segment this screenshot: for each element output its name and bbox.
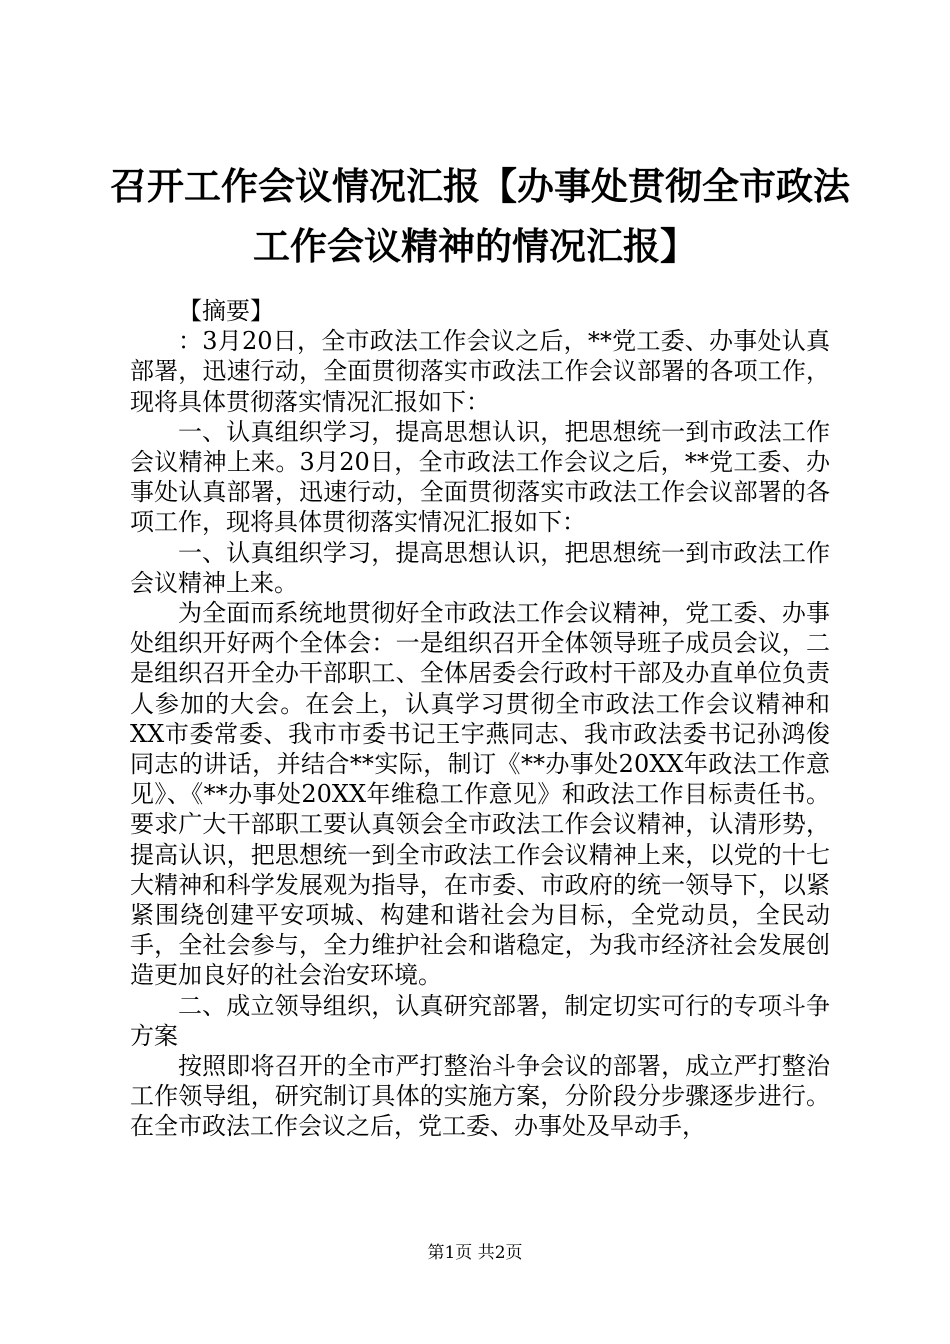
paragraph: 按照即将召开的全市严打整治斗争会议的部署，成立严打整治工作领导组，研究制订具体的实施方案，分阶段分步骤逐步进行。在全市政法工作会议之后，党工委、办事处及早动手， — [130, 1052, 830, 1141]
document-title-line2: 工作会议精神的情况汇报】 — [253, 224, 697, 268]
paragraph: 一、认真组织学习，提高思想认识，把思想统一到市政法工作会议精神上来。3月20日，全市政法工作会议之后，**党工委、办事处认真部署，迅速行动，全面贯彻落实市政法工作会议部署的各项工作，现将具体贯彻落实情况汇报如下： — [130, 417, 830, 537]
paragraph: ：3月20日，全市政法工作会议之后，**党工委、办事处认真部署，迅速行动，全面贯彻落实市政法工作会议部署的各项工作，现将具体贯彻落实情况汇报如下： — [130, 327, 830, 416]
paragraph: 一、认真组织学习，提高思想认识，把思想统一到市政法工作会议精神上来。 — [130, 538, 830, 597]
document-title-line1: 召开工作会议情况汇报【办事处贯彻全市政法 — [110, 164, 850, 208]
page-footer — [0, 1242, 950, 1264]
page-number: 第1页 共2页 — [427, 1243, 523, 1263]
paragraph: 二、成立领导组织，认真研究部署，制定切实可行的专项斗争方案 — [130, 991, 830, 1050]
summary-label: 【摘要】 — [178, 297, 274, 325]
paragraph: 为全面而系统地贯彻好全市政法工作会议精神，党工委、办事处组织开好两个全体会：一是组织召开全体领导班子成员会议，二是组织召开全办干部职工、全体居委会行政村干部及办直单位负责人参加的大会。在会上，认真学习贯彻全市政法工作会议精神和XX市委常委、我市市委书记王宇燕同志、我市政法委书记孙鸿俊同志的讲话，并结合**实际，制订《**办事处20XX年政法工作意见》、《**办事处20XX年维稳工作意见》和政法工作目标责任书。要求广大干部职工要认真领会全市政法工作会议精神，认清形势，提高认识，把思想统一到全市政法工作会议精神上来，以党的十七大精神和科学发展观为指导，在市委、市政府的统一领导下，以紧紧围绕创建平安项城、构建和谐社会为目标，全党动员，全民动手，全社会参与，全力维护社会和谐稳定，为我市经济社会发展创造更加良好的社会治安环境。 — [130, 599, 830, 990]
document-body — [130, 296, 830, 1142]
